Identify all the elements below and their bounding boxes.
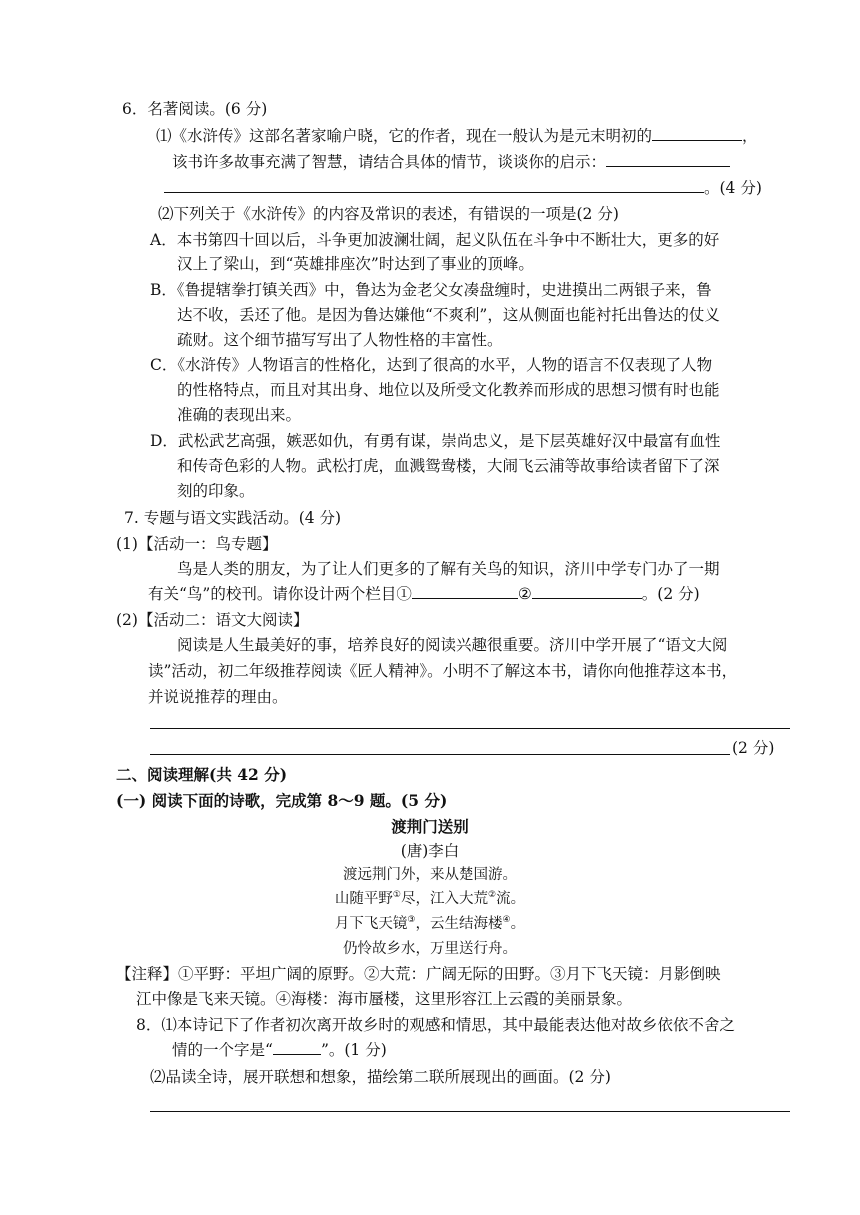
poem-line3: 月下飞天镜③，云生结海楼④。 xyxy=(334,915,526,932)
activity2-score: (2 分) xyxy=(732,739,775,757)
q6-part1-line2: 该书许多故事充满了智慧，请结合具体的情节，谈谈你的启示： xyxy=(172,151,730,173)
activity1-line2: 有关“鸟”的校刊。请你设计两个栏目① ② 。(2 分) xyxy=(148,585,700,603)
q6-part1-line3: 。(4 分) xyxy=(164,177,762,199)
q6-part2: ⑵下列关于《水浒传》的内容及常识的表述，有错误的一项是(2 分) xyxy=(158,205,619,223)
activity1-line1: 鸟是人类的朋友，为了让人们更多的了解有关鸟的知识，济川中学专门办了一期 xyxy=(177,560,720,578)
activity2-title: (2)【活动二：语文大阅读】 xyxy=(116,611,309,629)
column2-answer-blank[interactable] xyxy=(532,583,642,599)
option-d-line3: 刻的印象。 xyxy=(177,482,255,500)
option-c-line3: 准确的表现出来。 xyxy=(177,406,302,424)
note-marker-1: ① xyxy=(392,890,401,901)
poem-line1: 渡远荆门外，来从楚国游。 xyxy=(343,867,517,883)
recommend-answer-line-2[interactable] xyxy=(150,754,730,755)
option-b-line3: 疏财。这个细节描写写出了人物性格的丰富性。 xyxy=(177,331,503,349)
poem-line2: 山随平野①尽，江入大荒②流。 xyxy=(334,890,526,907)
activity2-line3: 并说说推荐的理由。 xyxy=(148,688,288,706)
section2-title: 二、阅读理解(共 42 分) xyxy=(116,765,288,784)
author-answer-blank[interactable] xyxy=(652,125,742,141)
poem-line4: 仍怜故乡水，万里送行舟。 xyxy=(343,941,517,957)
option-c-line2: 的性格特点，而且对其出身、地位以及所受文化教养而形成的思想习惯有时也能 xyxy=(177,381,720,399)
q8-part1-line2: 情的一个字是“ ”。(1 分) xyxy=(172,1041,387,1059)
q6-heading: 6．名著阅读。(6 分) xyxy=(122,100,268,118)
recommend-answer-line-1[interactable] xyxy=(150,728,790,729)
option-a-line1: A．本书第四十回以后，斗争更加波澜壮阔，起义队伍在斗争中不断壮大，更多的好 xyxy=(150,231,720,249)
notes-line2: 江中像是飞来天镜。④海楼：海市蜃楼，这里形容江上云霞的美丽景象。 xyxy=(136,990,633,1008)
activity1-title: (1)【活动一：鸟专题】 xyxy=(116,535,278,553)
note-marker-3: ③ xyxy=(407,915,416,926)
q7-heading: 7. 专题与语文实践活动。(4 分) xyxy=(124,509,342,527)
section2-part1-instruction: (一) 阅读下面的诗歌，完成第 8～9 题。(5 分) xyxy=(116,791,448,810)
option-d-line2: 和传奇色彩的人物。武松打虎，血溅鸳鸯楼，大闹飞云浦等故事给读者留下了深 xyxy=(177,457,720,475)
notes-line1: 【注释】①平野：平坦广阔的原野。②大荒：广阔无际的田野。③月下飞天镜：月影倒映 xyxy=(116,965,721,983)
character-answer-blank[interactable] xyxy=(273,1039,321,1055)
note-marker-4: ④ xyxy=(502,915,511,926)
option-b-line1: B．《鲁提辖拳打镇关西》中，鲁达为金老父女凑盘缠时，史进摸出二两银子来，鲁 xyxy=(150,281,712,299)
q8-part2: ⑵品读全诗，展开联想和想象，描绘第二联所展现出的画面。(2 分) xyxy=(150,1068,611,1086)
option-c-line1: C．《水浒传》人物语言的性格化，达到了很高的水平，人物的语言不仅表现了人物 xyxy=(150,356,713,374)
note-marker-2: ② xyxy=(488,890,497,901)
poem-title: 渡荆门送别 xyxy=(391,817,469,836)
activity2-line1: 阅读是人生最美好的事，培养良好的阅读兴趣很重要。济川中学开展了“语文大阅 xyxy=(177,636,728,654)
option-a-line2: 汉上了梁山，到“英雄排座次”时达到了事业的顶峰。 xyxy=(177,255,534,273)
q8-part1-line1: 8．⑴本诗记下了作者初次离开故乡时的观感和情思，其中最能表达他对故乡依依不舍之 xyxy=(136,1016,735,1034)
scene-answer-line[interactable] xyxy=(150,1111,790,1112)
q6-part1-line1: ⑴《水浒传》这部名著家喻户晓，它的作者，现在一般认为是元末明初的 ， xyxy=(156,127,758,145)
column1-answer-blank[interactable] xyxy=(412,583,518,599)
option-d-line1: D．武松武艺高强，嫉恶如仇，有勇有谋，崇尚忠义，是下层英雄好汉中最富有血性 xyxy=(150,432,721,450)
activity2-line2: 读”活动，初二年级推荐阅读《匠人精神》。小明不了解这本书，请你向他推荐这本书， xyxy=(148,662,738,680)
insight-answer-blank-2[interactable] xyxy=(164,177,704,193)
option-b-line2: 达不收，丢还了他。是因为鲁达嫌他“不爽利”，这从侧面也能衬托出鲁达的仗义 xyxy=(177,306,720,324)
poem-author: (唐)李白 xyxy=(400,842,460,860)
insight-answer-blank[interactable] xyxy=(606,151,730,167)
